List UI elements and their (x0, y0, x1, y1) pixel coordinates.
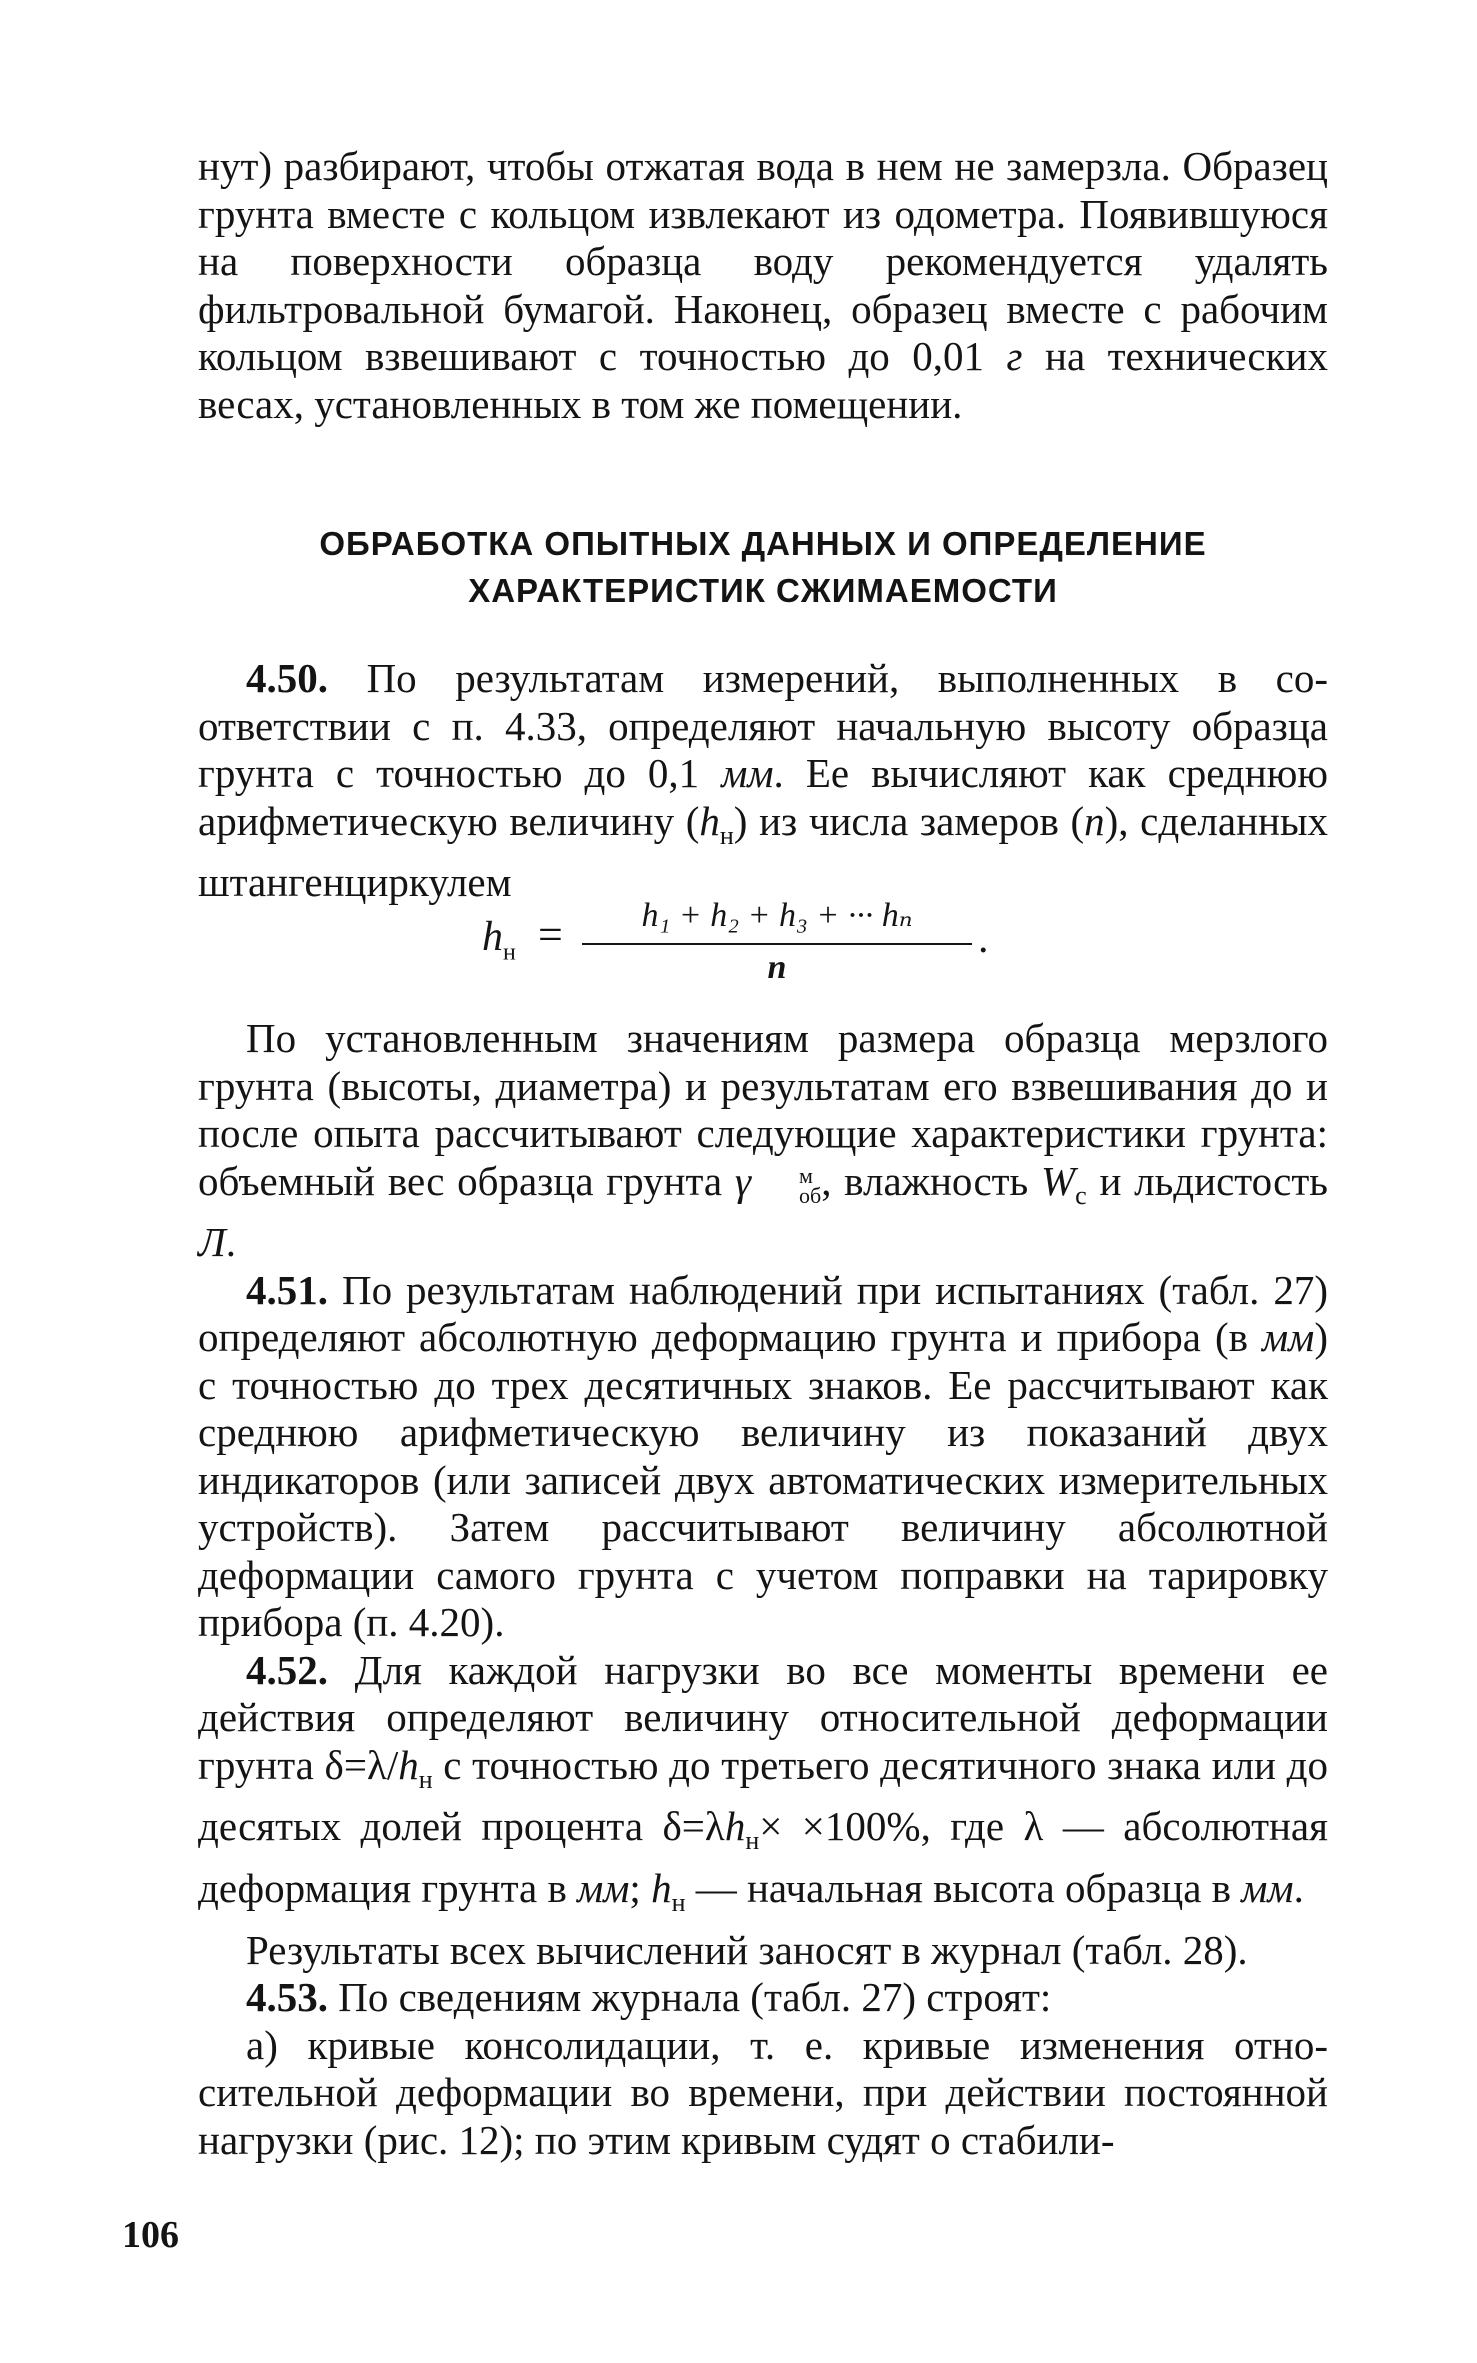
paragraph-4-50 (198, 655, 1328, 907)
p451-text-2: ) с точностью до трех десятичных знаков. Ее рассчитывают как среднюю арифметическую величину из показаний двух индикаторов (или записей двух автоматических измерительных устройств). Затем рассчитывают величину абсолютной деформации самого грунта с учетом поправки на тарировку прибора (п. 4.20). (198, 1314, 1328, 1646)
section-heading (198, 520, 1328, 614)
intro-text-2: на технических весах, установленных в том же помещении. (198, 333, 1328, 427)
unit-mm: мм (577, 1865, 630, 1912)
gamma-subscript: об (798, 1182, 822, 1208)
intro-block (198, 143, 1328, 428)
symbol-h: h (651, 1865, 672, 1912)
unit-mm: мм (1241, 1865, 1294, 1912)
paragraph-characteristics (198, 1015, 1328, 1267)
p450-text-1: По результатам измерений, выполненных в соответствии с п. 4.33, определяют начальную высоту образца грунта с точностью до 0,1 (198, 655, 1328, 796)
paragraph-4-53 (198, 1974, 1328, 2022)
p452-text-2: с точностью до третьего десятичного знака или до десятых долей процента δ=λ (198, 1741, 1328, 1850)
unit-mm: мм (1262, 1314, 1315, 1361)
page-number: 106 (122, 2214, 179, 2256)
p452-text-4: ; (629, 1865, 652, 1912)
gamma-indices (751, 1162, 822, 1208)
paragraph-4-50-block (198, 655, 1328, 907)
paragraph-item-a: а) кривые консолидации, т. е. кривые изменения относительной деформации во времени, при действии постоянной нагрузки (рис. 12); по этим кривым судят о стабили- (198, 2021, 1328, 2163)
symbol-w: W (1041, 1157, 1076, 1204)
symbol-gamma: γ (734, 1157, 751, 1204)
symbol-h: h (699, 797, 720, 844)
paragraph-characteristics-block (198, 1015, 1328, 2164)
symbol-h-subscript: н (671, 1888, 686, 1918)
clause-number-4-51: 4.51. (246, 1266, 328, 1313)
p452-text-1: Для каждой нагрузки во все моменты времени ее действия определяют величину относительной деформации грунта δ=λ/ (198, 1646, 1328, 1788)
section-heading-line-2: ХАРАКТЕРИСТИК СЖИМАЕМОСТИ (468, 572, 1058, 609)
gamma-superscript: м (798, 1162, 813, 1188)
symbol-h: h (724, 1803, 746, 1850)
formula-lhs (482, 913, 516, 966)
height-formula (470, 895, 1030, 1005)
symbol-h-subscript: н (745, 1826, 760, 1856)
clause-number-4-52: 4.52. (246, 1646, 328, 1693)
paragraph-results: Результаты всех вычислений заносят в журнал (табл. 28). (246, 1926, 1248, 1973)
paragraph-4-52 (198, 1647, 1328, 1927)
formula-end-dot: . (978, 916, 989, 962)
p450-text-2: . Ее вычисляют как среднюю арифметическую величину ( (198, 750, 1328, 844)
unit-gram: г (1006, 333, 1023, 379)
unit-mm: мм (721, 750, 774, 796)
p452-text-6: . (1293, 1865, 1304, 1912)
intro-paragraph (198, 143, 1328, 428)
symbol-h-subscript: н (719, 820, 734, 850)
p451-text-1: По результатам наблюдений при испытаниях (табл. 27) определяют абсолютную деформацию грунта и прибора (в (198, 1266, 1328, 1361)
p-after-text-4: . (225, 1219, 237, 1266)
symbol-h-subscript: н (418, 1764, 433, 1794)
p452-text-5: — начальная высота образца в (685, 1865, 1242, 1912)
symbol-n: n (1084, 797, 1105, 844)
formula-lhs-subscript: н (503, 939, 516, 966)
p-after-text-1: По установленным значениям размера образца мерзлого грунта (высоты, диаметра) и результатам его взвешивания до и после опыта рассчитывают следующие характеристики грунта: объемный вес образца грунта (198, 1015, 1328, 1204)
symbol-l: Л (198, 1219, 226, 1266)
symbol-w-subscript: с (1075, 1180, 1087, 1210)
clause-number-4-53: 4.53. (246, 1974, 328, 2021)
symbol-h: h (398, 1741, 419, 1788)
intro-text-1: нут) разбирают, чтобы отжатая вода в нем не замерзла. Образец грунта вместе с кольцом извлекают из одометра. Появившуюся на поверхности образца воду рекомендуется удалять фильтровальной бумагой. Наконец, образец вместе с рабочим кольцом взвешивают с точностью до 0,01 (198, 143, 1328, 379)
formula-fraction-bar (582, 943, 972, 945)
p452-text-3: × ×100%, где λ — абсолютная деформация грунта в (198, 1803, 1328, 1912)
paragraph-4-51 (198, 1267, 1328, 1647)
p-after-text-2: , влажность (821, 1157, 1041, 1204)
formula-numerator: h₁ + h₂ + h₃ + ··· hₙ (641, 897, 913, 934)
clause-number-4-50: 4.50. (246, 655, 328, 701)
formula-lhs-symbol: h (482, 914, 503, 960)
p453-text-1: По сведениям журнала (табл. 27) строят: (328, 1974, 1052, 2021)
p450-text-3: ) из числа замеров ( (733, 797, 1085, 844)
p-after-text-3: и льдистость (1086, 1157, 1328, 1204)
formula-denominator: n (767, 949, 787, 986)
section-heading-line-1: ОБРАБОТКА ОПЫТНЫХ ДАННЫХ И ОПРЕДЕЛЕНИЕ (319, 525, 1207, 562)
p450-text-4: ), сделанных штангенциркулем (198, 797, 1328, 906)
formula-equals: = (538, 910, 563, 959)
